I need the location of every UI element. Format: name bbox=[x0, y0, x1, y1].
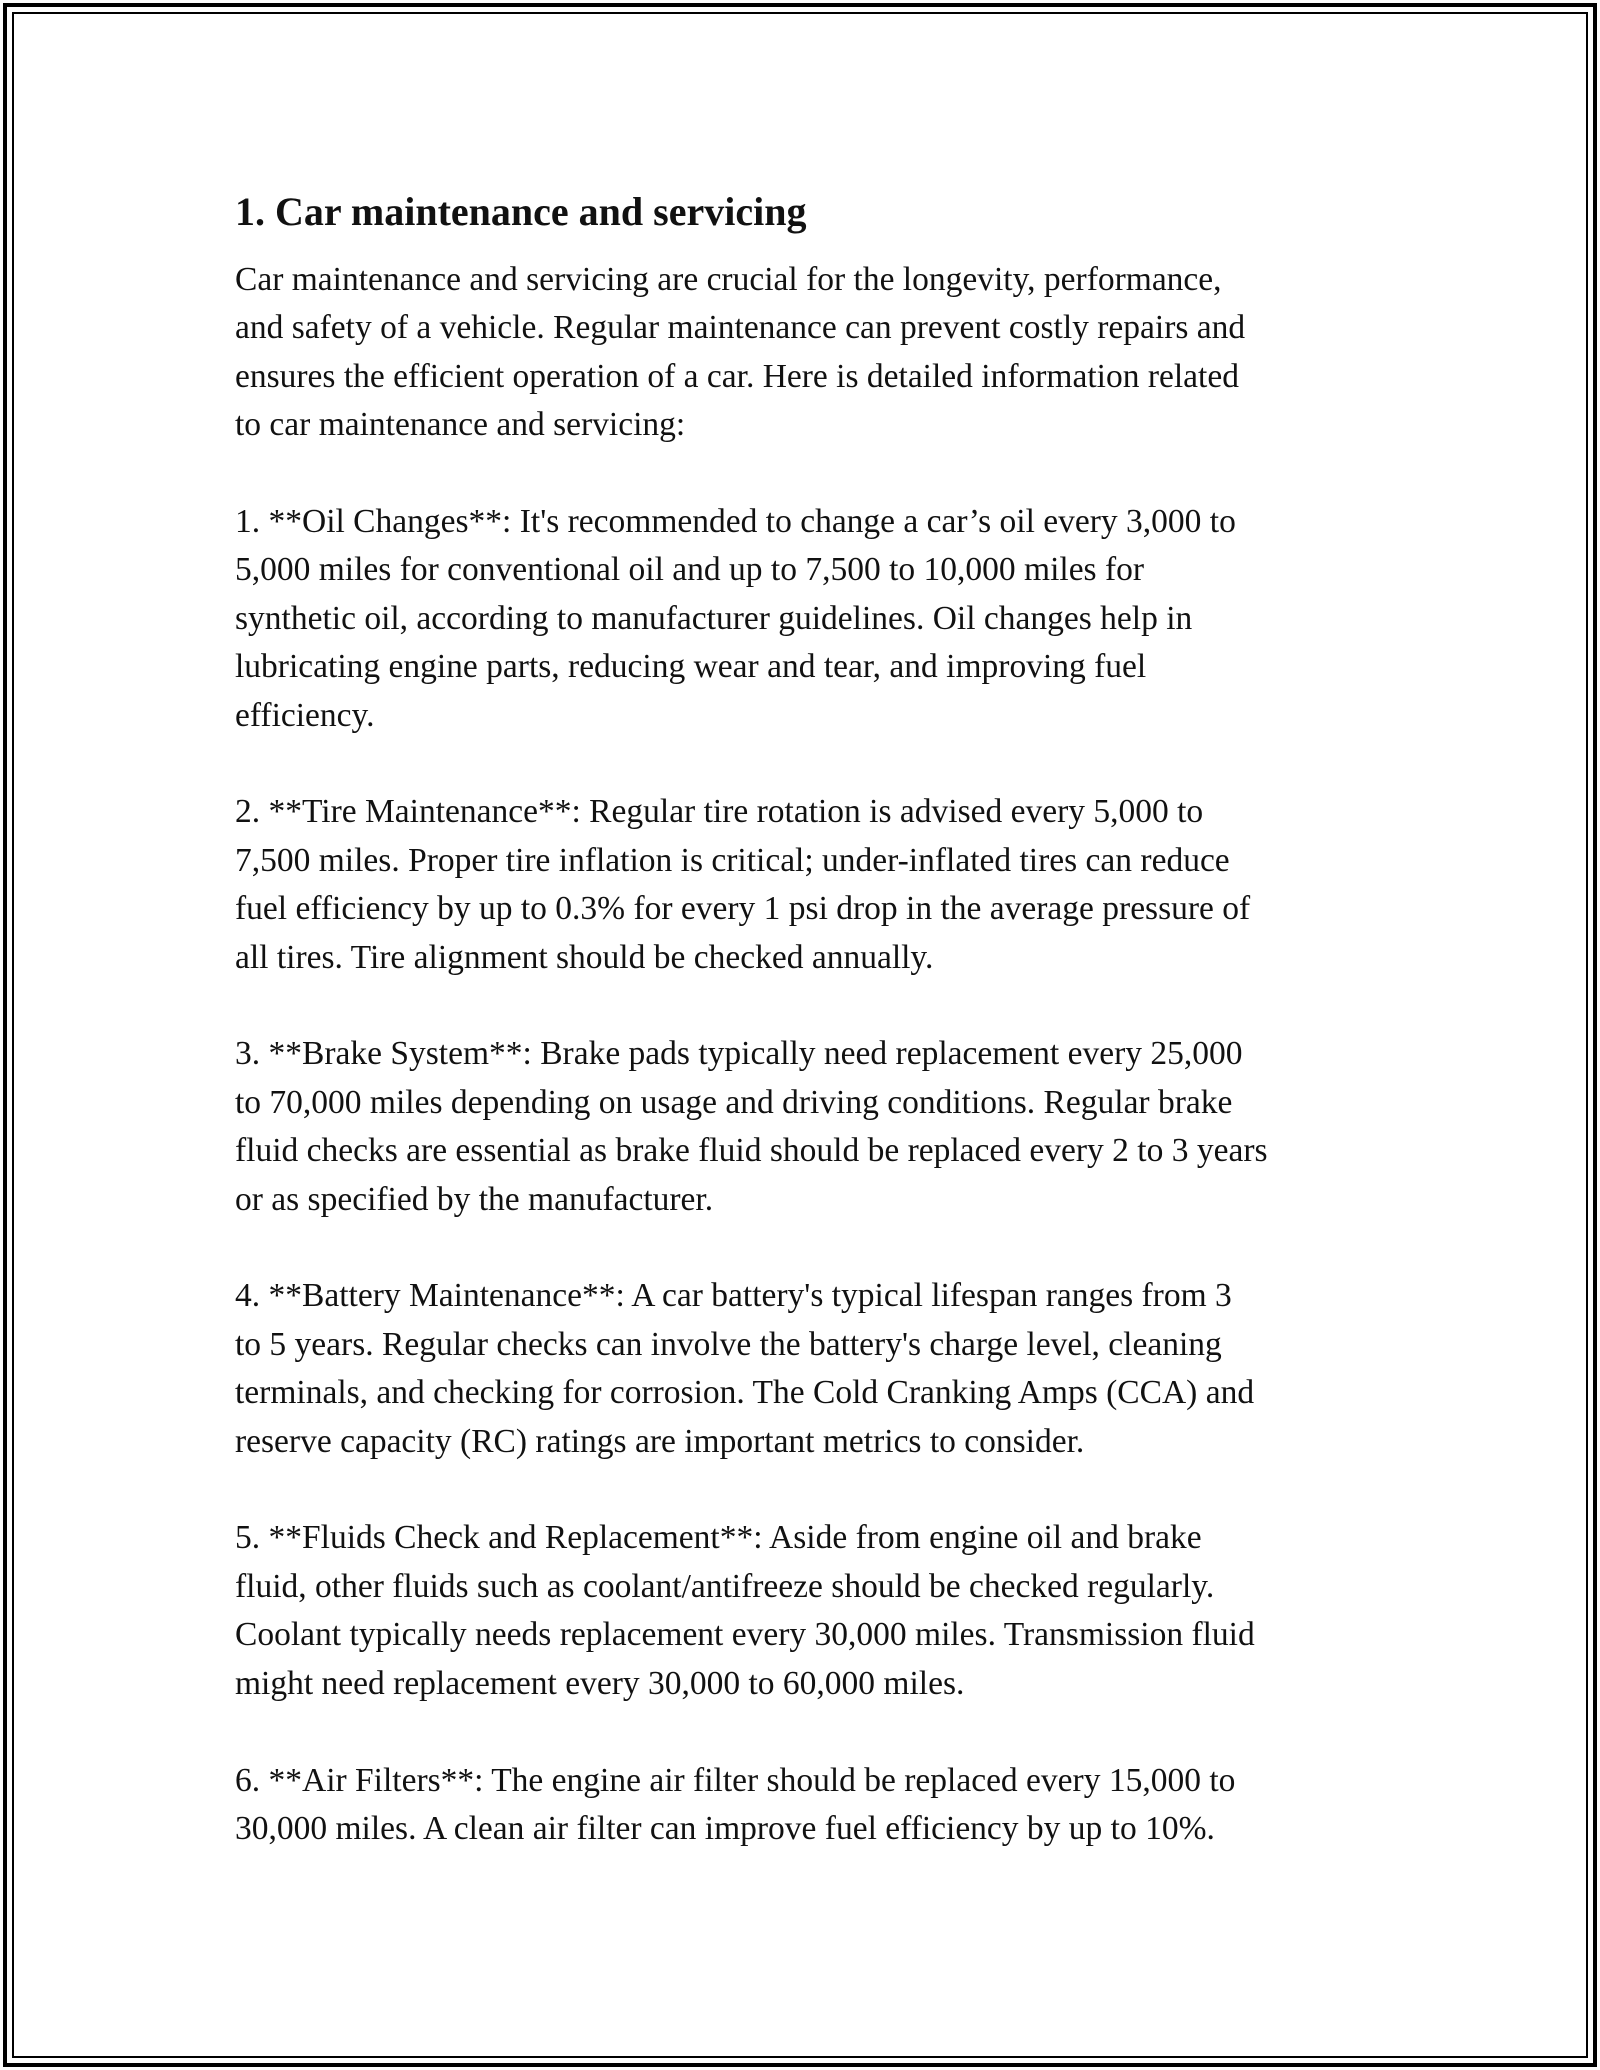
air-filters-paragraph: 6. **Air Filters**: The engine air filter should be replaced every 15,000 to 30,000 miles. A clean air filter can improve fuel efficiency by up to 10%. bbox=[235, 1761, 1236, 1847]
intro-paragraph: Car maintenance and servicing are crucial for the longevity, performance, and safety of a vehicle. Regular maintenance can prevent costly repairs and ensures the efficient operation of a car. Here is detailed information related to car maintenance and servicing: bbox=[235, 261, 1246, 444]
section-title: 1. Car maintenance and servicing bbox=[235, 189, 807, 234]
oil-changes-paragraph: 1. **Oil Changes**: It's recommended to change a car’s oil every 3,000 to 5,000 miles for conventional oil and up to 7,500 to 10,000 miles for synthetic oil, according to manufacturer guidelines. Oil changes help in lubricating engine parts, reducing wear and tear, and improving fuel efficiency. bbox=[235, 503, 1236, 734]
tire-maintenance-paragraph: 2. **Tire Maintenance**: Regular tire rotation is advised every 5,000 to 7,500 miles. Proper tire inflation is critical; under-inflated tires can reduce fuel efficiency by up to 0.3% for every 1 psi drop in the average pressure of all tires. Tire alignment should be checked annually. bbox=[235, 793, 1251, 976]
document-body bbox=[235, 186, 1385, 1853]
battery-maintenance-paragraph: 4. **Battery Maintenance**: A car battery's typical lifespan ranges from 3 to 5 years. Regular checks can involve the battery's charge level, cleaning terminals, and checking for corrosion. The Cold Cranking Amps (CCA) and reserve capacity (RC) ratings are important metrics to consider. bbox=[235, 1277, 1255, 1460]
brake-system-paragraph: 3. **Brake System**: Brake pads typically need replacement every 25,000 to 70,000 miles depending on usage and driving conditions. Regular brake fluid checks are essential as brake fluid should be replaced every 2 to 3 years or as specified by the manufacturer. bbox=[235, 1035, 1268, 1218]
fluids-paragraph: 5. **Fluids Check and Replacement**: Aside from engine oil and brake fluid, other fluids such as coolant/antifreeze should be checked regularly. Coolant typically needs replacement every 30,000 miles. Transmission fluid might need replacement every 30,000 to 60,000 miles. bbox=[235, 1519, 1255, 1702]
